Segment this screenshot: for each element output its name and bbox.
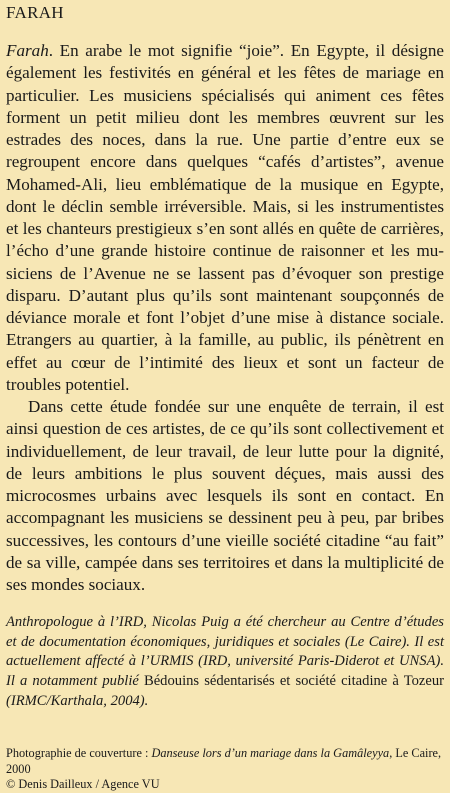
photo-credits xyxy=(6,746,444,793)
cover-photo-caption: Photographie de couverture : Danseuse lors d’un mariage dans la Gamâleyya, Le Caire, 2000 xyxy=(6,746,442,776)
summary-paragraph-2: Dans cette étude fondée sur une enquête de terrain, il est ainsi question de ces artistes, de ce qu’ils sont collectivement et individuellement, de leur travail, de leur lutte pour la dignité, de leurs ambitions le plus souvent déçues, mais aussi des microcosmes urbains avec lesquels ils sont en contact. En accompagnant les musiciens se dessinent peu à peu, par bribes successives, les contours d’une vieille société citadine “au fait” de sa ville, campée dans ses territoires et dans la multiplicité de ses mondes sociaux. xyxy=(6,397,444,594)
summary-text xyxy=(6,40,444,596)
photo-copyright: © Denis Dailleux / Agence VU xyxy=(6,777,160,791)
bio-book-title: Bédouins sédentarisés et société citadine à Tozeur xyxy=(143,673,444,690)
summary-paragraph-1 xyxy=(6,40,444,396)
lead-word: Farah xyxy=(6,41,49,60)
paragraph-1-text: . En arabe le mot signifie “joie”. En Egypte, il désigne également les festivités en général et les fêtes de mariage en particulier. Les musiciens spécialisés qui animent ces fêtes forment un petit milieu dont les membres œuvrent sur les estrades des noces, dans la rue. Une partie d’entre eux se regroupent encore dans quelques “cafés d’artistes”, avenue Mohamed-Ali, lieu emblématique de la musique en Egypte, dont le déclin semble irréversible. Mais, si les instrumentistes et les chanteurs prestigieux s’en sont allés en quête de carrières, l’écho d’une grande histoire continue de raisonner et les musiciens de l’Avenue ne se lassent pas d’évoquer son prestige disparu. D’autant plus qu’ils sont maintenant soupçonnés de déviance morale et font l’objet d’une mise à distance sociale. Etrangers au quartier, à la famille, au public, ils pénètrent en effet au cœur de l’intimité des lieux et sont un facteur de troubles potentiel. xyxy=(6,41,444,394)
book-title: FARAH xyxy=(6,3,64,22)
author-bio: Anthropologue à l’IRD, Nicolas Puig a été chercheur au Centre d’études et de documentation économiques, juridiques et sociales (Le Caire). Il est actuellement affecté à l’URMIS (IRD, université Paris-Diderot et UNSA). Il a notamment publié Bédouins sédentarisés et société citadine à Tozeur (IRMC/Karthala, 2004). xyxy=(6,614,445,709)
